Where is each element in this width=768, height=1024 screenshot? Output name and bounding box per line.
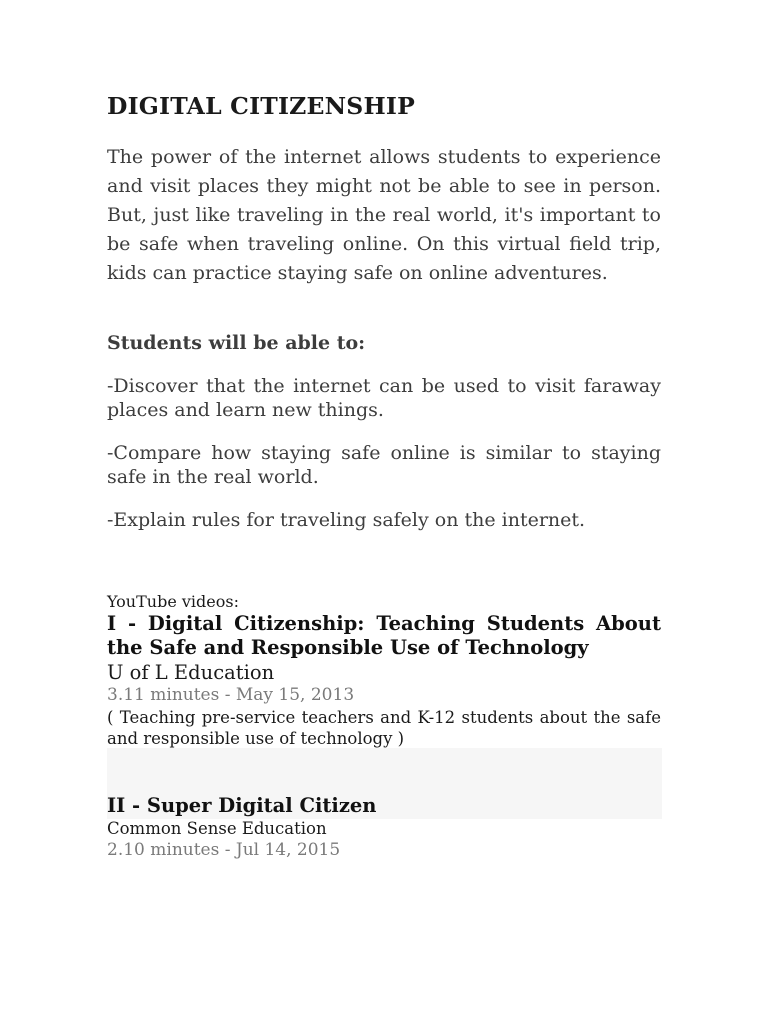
videos-label: YouTube videos:: [107, 592, 239, 611]
video-title[interactable]: I - Digital Citizenship: Teaching Students About the Safe and Responsible Use of Technology: [107, 612, 661, 659]
video-description: ( Teaching pre-service teachers and K-12 students about the safe and responsible use of technology ): [107, 708, 661, 748]
objective-item: -Compare how staying safe online is similar to staying safe in the real world.: [107, 442, 661, 488]
intro-paragraph: The power of the internet allows students to experience and visit places they might not be able to see in person. But, just like traveling in the real world, it's important to be safe when traveling online. On this virtual field trip, kids can practice staying safe on online adventures.: [107, 146, 661, 284]
objective-item: -Explain rules for traveling safely on the internet.: [107, 509, 586, 531]
video-title[interactable]: II - Super Digital Citizen: [107, 794, 377, 817]
objectives-heading: Students will be able to:: [107, 332, 366, 354]
video-meta: 2.10 minutes - Jul 14, 2015: [107, 840, 341, 860]
document-title: DIGITAL CITIZENSHIP: [107, 92, 415, 120]
objective-item: -Discover that the internet can be used to visit faraway places and learn new things.: [107, 375, 661, 421]
video-channel: U of L Education: [107, 661, 275, 684]
video-channel: Common Sense Education: [107, 819, 327, 838]
video-meta: 3.11 minutes - May 15, 2013: [107, 685, 355, 705]
